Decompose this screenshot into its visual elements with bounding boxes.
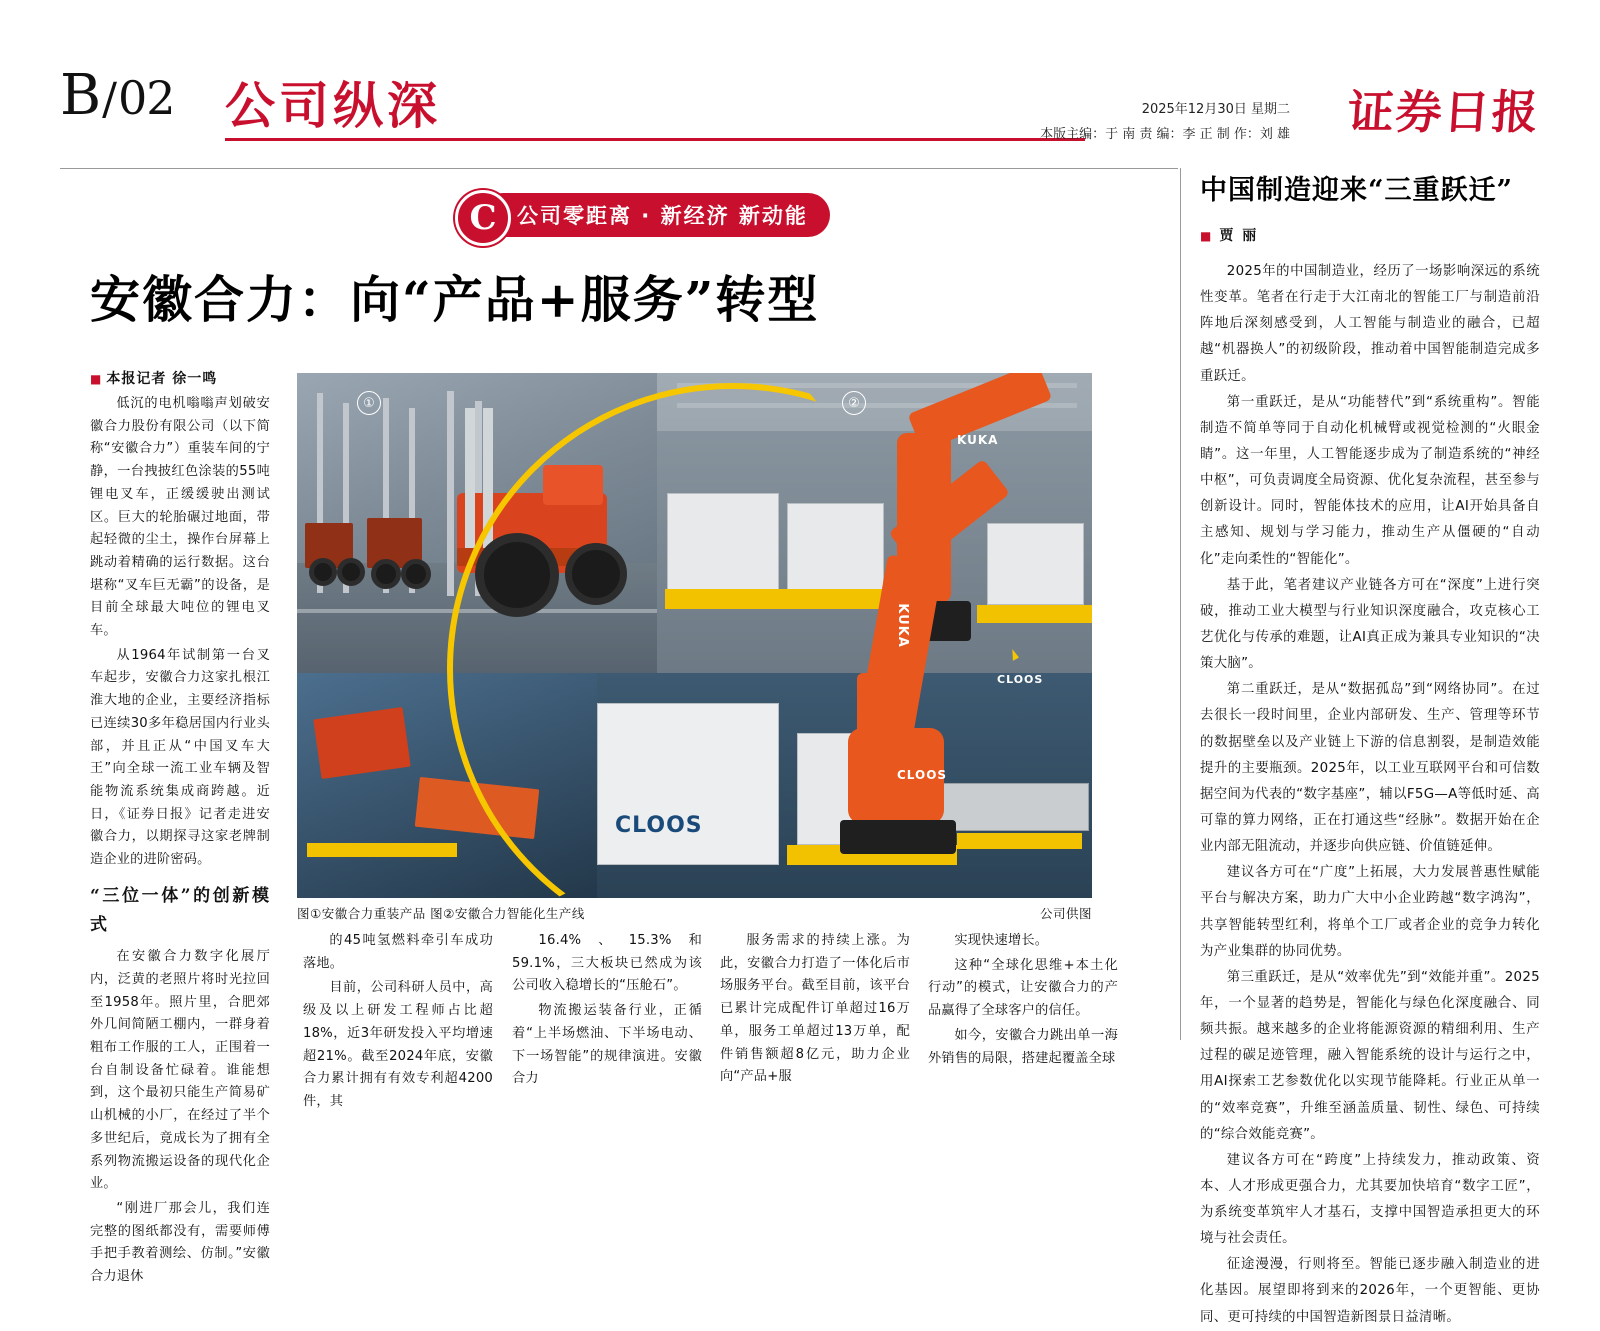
- folio-letter: B: [60, 63, 101, 128]
- body-column-5: [928, 930, 1118, 1072]
- paragraph: 基于此，笔者建议产业链各方可在“深度”上进行突破，推动工业大模型与行业知识深度融合，攻克核心工艺优化与传承的难题，让AI真正成为兼具专业知识的“决策大脑”。: [1200, 577, 1540, 672]
- paragraph: 建议各方可在“广度”上拓展，大力发展普惠性赋能平台与解决方案，助力广大中小企业跨越“数字鸿沟”，共享智能转型红利，将单个工厂或者企业的竞争力转化为产业集群的协同优势。: [1200, 865, 1540, 959]
- kicker-badge: 公司零距离 · 新经济 新动能: [481, 193, 830, 237]
- article-headline: 安徽合力：向“产品+服务”转型: [90, 270, 820, 329]
- paragraph: “刚进厂那会儿，我们连完整的图纸都没有，需要师傅手把手教着测绘、仿制。”安徽合力退休: [90, 1200, 270, 1285]
- commentary-title: 中国制造迎来“三重跃迁”: [1200, 175, 1514, 206]
- paragraph: 的45吨氢燃料牵引车成功落地。: [303, 933, 493, 971]
- paragraph: 从1964年试制第一台叉车起步，安徽合力这家扎根江淮大地的企业，主要经济指标已连续30多年稳居国内行业头部，并且正从“中国叉车大王”向全球一流工业车辆及智能物流系统集成商跨越。近日，《证券日报》记者走进安徽合力，以期探寻这家老牌制造企业的进阶密码。: [90, 647, 270, 868]
- newspaper-nameplate: 证券日报: [1345, 85, 1542, 139]
- paragraph: 实现快速增长。: [954, 933, 1049, 948]
- kicker-badge-wrap: [455, 193, 808, 241]
- body-column-4: [720, 930, 910, 1091]
- paragraph: 第一重跃迁，是从“功能替代”到“系统重构”。智能制造不简单等同于自动化机械臂或视觉检测的“火眼金睛”。这一年里，人工智能逐步成为了制造系统的“神经中枢”，可负责调度全局资源、优化复杂流程，甚至参与创新设计。同时，智能体技术的应用，让AI开始具备自主感知、规划与学习能力，推动生产从僵硬的“自动化”走向柔性的“智能化”。: [1200, 394, 1540, 567]
- brand-cloos-icon: CLOOS: [997, 673, 1044, 686]
- author-name: 贾 丽: [1219, 228, 1259, 244]
- brand-kuka-icon: KUKA: [957, 433, 999, 447]
- photo-marker-1: ①: [357, 391, 381, 415]
- masthead: [60, 58, 1540, 148]
- photo-forklift-scene: [297, 373, 657, 673]
- commentary-column: [1200, 168, 1540, 1331]
- paragraph: 目前，公司科研人员中，高级及以上研发工程师占比超18%，近3年研发投入平均增速超21%。截至2024年底，安徽合力累计拥有有效专利超4200件，其: [303, 980, 493, 1109]
- paragraph: 第三重跃迁，是从“效率优先”到“效能并重”。2025年，一个显著的趋势是，智能化与绿色化深度融合、同频共振。越来越多的企业将能源资源的精细利用、生产过程的碳足迹管理，融入智能系统的设计与运行之中，用AI探索工艺参数优化以实现节能降耗。行业正从单一的“效率竞赛”，升维至涵盖质量、韧性、绿色、可持续的“综合效能竞赛”。: [1200, 969, 1540, 1142]
- paragraph: 在安徽合力数字化展厅内，泛黄的老照片将时光拉回至1958年。照片里，合肥郊外几间简陋工棚内，一群身着粗布工作服的工人，正围着一台自制设备忙碌着。谁能想到，这个最初只能生产简易矿山机械的小厂，在经过了半个多世纪后，竟成长为了拥有全系列物流搬运设备的现代化企业。: [90, 949, 270, 1192]
- photo-marker-2: ②: [842, 391, 866, 415]
- commentary-author: [1200, 225, 1540, 245]
- body-column-3: [512, 930, 702, 1093]
- paragraph: 这种“全球化思维+本土化行动”的模式，让安徽合力的产品赢得了全球客户的信任。: [928, 957, 1118, 1019]
- article-byline: [90, 368, 217, 388]
- column-divider: [1180, 168, 1181, 1040]
- masthead-rule: [225, 138, 1085, 141]
- paragraph: 服务需求的持续上涨。为此，安徽合力打造了一体化后市场服务平台。截至目前，该平台已累计完成配件订单超过16万单，服务工单超过13万单，配件销售额超8亿元，助力企业向“产品+服: [720, 933, 910, 1085]
- paragraph: 如今，安徽合力跳出单一海外销售的局限，搭建起覆盖全球: [928, 1027, 1118, 1066]
- brand-cloos-icon: CLOOS: [615, 813, 703, 838]
- paragraph: 物流搬运装备行业，正循着“上半场燃油、下半场电动、下一场智能”的规律演进。安徽合力: [512, 1003, 702, 1087]
- body-column-1: [90, 393, 270, 1291]
- editor-credits: 本版主编：于 南 责 编：李 正 制 作：刘 雄: [1040, 126, 1290, 142]
- commentary-body: [1200, 259, 1540, 1331]
- article-subhead: “三位一体”的创新模式: [90, 885, 270, 935]
- article-photo-collage: [297, 373, 1092, 898]
- page-folio: [60, 63, 175, 128]
- photo-caption-text: 图①安徽合力重装产品 图②安徽合力智能化生产线: [297, 906, 585, 921]
- body-column-2: [303, 930, 493, 1116]
- paragraph: 征途漫漫，行则将至。智能已逐步融入制造业的进化基因。展望即将到来的2026年，一个更智能、更协同、更可持续的中国智造新图景日益清晰。: [1200, 1257, 1540, 1325]
- paragraph: 16.4%、15.3%和59.1%，三大板块已然成为该公司收入稳增长的“压舱石”。: [512, 933, 702, 994]
- masthead-meta: [1040, 98, 1290, 147]
- section-title: 公司纵深: [225, 76, 441, 135]
- issue-date: 2025年12月30日 星期二: [1141, 102, 1290, 117]
- photo-robot-arm: [752, 558, 1052, 868]
- author-mark-icon: ■: [1200, 229, 1214, 243]
- paragraph: 2025年的中国制造业，经历了一场影响深远的系统性变革。笔者在行走于大江南北的智能工厂与制造前沿阵地后深刻感受到，人工智能与制造业的融合，已超越“机器换人”的初级阶段，推动着中国智能制造完成多重跃迁。: [1200, 264, 1540, 384]
- byline-mark-icon: ■: [90, 372, 103, 386]
- paragraph: 第二重跃迁，是从“数据孤岛”到“网络协同”。在过去很长一段时间里，企业内部研发、生产、管理等环节的数据壁垒以及产业链上下游的信息割裂，是制造效能提升的主要瓶颈。2025年，以工业互联网平台和可信数据空间为代表的“数字基座”，辅以F5G—A等低时延、高可靠的算力网络，正在打通这些“经脉”。数据开始在企业内部无阻流动，并逐步向供应链、价值链延伸。: [1200, 682, 1540, 855]
- badge-letter-icon: C: [455, 190, 511, 246]
- folio-slash: /: [102, 74, 116, 125]
- byline-text: 本报记者 徐一鸣: [106, 371, 218, 387]
- paragraph: 低沉的电机嗡嗡声划破安徽合力股份有限公司（以下简称“安徽合力”）重装车间的宁静，一台拽披红色涂装的55吨锂电叉车，正缓缓驶出测试区。巨大的轮胎碾过地面，带起轻微的尘土，操作台屏幕上跳动着精确的运行数据。这台堪称“叉车巨无霸”的设备，是目前全球最大吨位的锂电叉车。: [90, 396, 270, 639]
- folio-number: 02: [117, 71, 175, 125]
- brand-cloos-icon: CLOOS: [897, 768, 948, 782]
- paragraph: 建议各方可在“跨度”上持续发力，推动政策、资本、人才形成更强合力，尤其要加快培育“数字工匠”，为系统变革筑牢人才基石，支撑中国智造承担更大的环境与社会责任。: [1200, 1152, 1540, 1247]
- photo-caption: [297, 904, 1092, 922]
- brand-kuka-icon: KUKA: [894, 603, 910, 648]
- main-article: [60, 168, 1178, 1285]
- photo-credit: 公司供图: [1039, 906, 1092, 921]
